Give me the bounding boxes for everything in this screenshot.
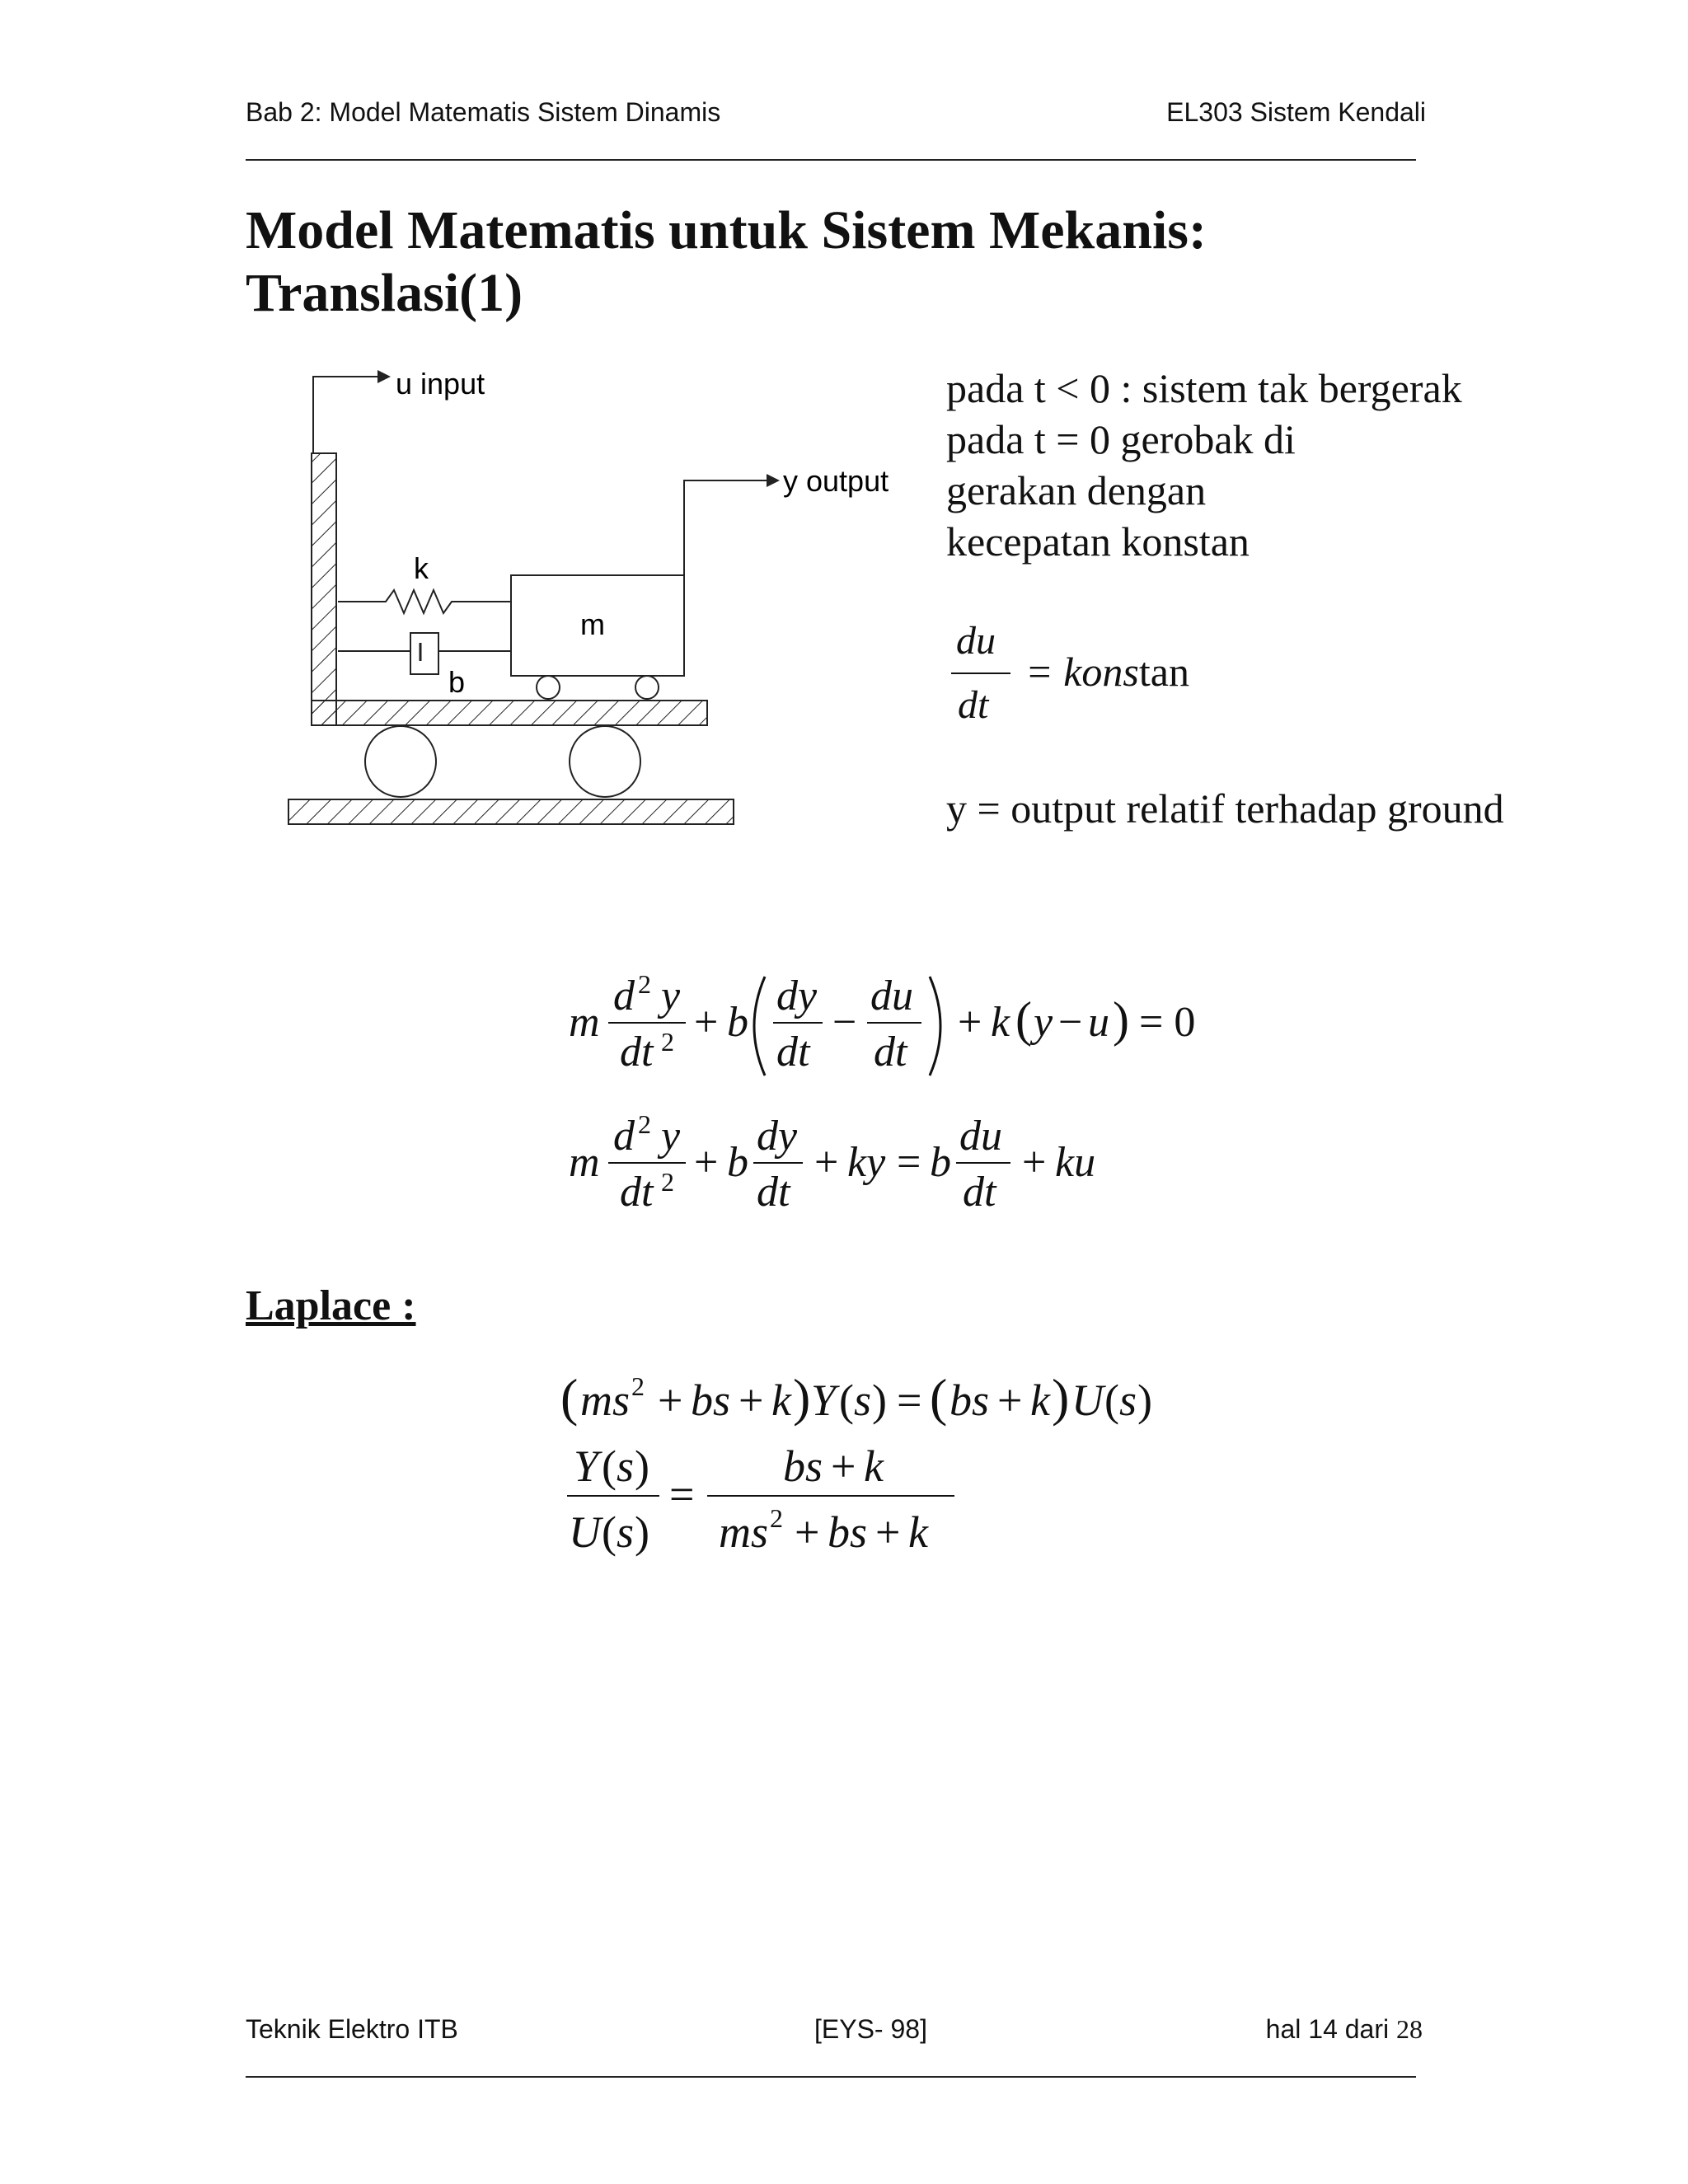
svg-text:bs: bs (828, 1507, 868, 1557)
svg-text:Y: Y (574, 1441, 599, 1491)
svg-text:+: + (738, 1376, 764, 1425)
eq-dt: dt (958, 683, 989, 727)
cart-base (312, 701, 707, 725)
differential-equations (560, 968, 1302, 1240)
footer-rule (246, 2076, 1416, 2078)
y-output-arrow-icon (767, 474, 780, 487)
svg-text:y: y (661, 1113, 681, 1160)
svg-text:s: s (1119, 1376, 1137, 1425)
svg-text:+: + (814, 1139, 839, 1186)
svg-text:dt: dt (620, 1169, 654, 1216)
svg-text:dt: dt (963, 1169, 996, 1216)
cart-wheel-left (365, 726, 436, 797)
svg-text:bs: bs (691, 1376, 731, 1425)
svg-text:+: + (694, 1139, 719, 1186)
svg-text:2: 2 (770, 1503, 783, 1533)
laplace-heading: Laplace : (246, 1282, 416, 1329)
damper-b (410, 633, 438, 674)
svg-text:dt: dt (620, 1029, 654, 1076)
svg-text:2: 2 (631, 1371, 645, 1401)
y-output-line (684, 480, 767, 575)
svg-text:ky: ky (847, 1139, 886, 1186)
svg-text:du: du (870, 972, 913, 1019)
svg-text:2: 2 (661, 1027, 674, 1057)
eq-du: du (956, 619, 996, 663)
svg-text:du: du (959, 1113, 1002, 1160)
svg-text:dt: dt (757, 1169, 790, 1216)
svg-text:=: = (669, 1469, 695, 1519)
svg-text:(: ( (930, 1368, 948, 1427)
svg-text:y: y (661, 972, 681, 1019)
mass-wheel-left (537, 676, 560, 699)
desc-line-2: pada t = 0 gerobak di gerakan dengan (946, 416, 1296, 513)
svg-text:b: b (727, 1139, 748, 1186)
svg-text:2: 2 (638, 969, 651, 999)
equation-1 (569, 969, 1195, 1076)
cart-wall (312, 453, 336, 725)
svg-text:+: + (958, 999, 982, 1046)
svg-text:+: + (658, 1376, 683, 1425)
mechanical-system-diagram (272, 354, 931, 849)
svg-text:= 0: = 0 (1139, 999, 1196, 1046)
u-input-label: u input (396, 367, 485, 401)
svg-text:dy: dy (757, 1113, 798, 1160)
svg-text:ms: ms (580, 1376, 631, 1425)
cart-wheel-right (570, 726, 640, 797)
svg-text:k: k (991, 999, 1010, 1046)
svg-text:s: s (854, 1376, 872, 1425)
ground (288, 799, 734, 824)
desc-line-3: kecepatan konstan (946, 518, 1250, 565)
svg-text:+: + (795, 1507, 820, 1557)
svg-text:dt: dt (874, 1029, 907, 1076)
svg-text:b: b (727, 999, 748, 1046)
svg-text:ku: ku (1055, 1139, 1096, 1186)
svg-text:(: ( (1015, 992, 1032, 1047)
equation-constant-velocity (948, 618, 1294, 733)
svg-text:+: + (1022, 1139, 1047, 1186)
footer-page-total: 28 (1396, 2014, 1423, 2044)
header-rule (246, 159, 1416, 161)
svg-text:+: + (831, 1441, 856, 1491)
svg-text:=: = (897, 1139, 921, 1186)
svg-text:k: k (1030, 1376, 1050, 1425)
footer-institution: Teknik Elektro ITB (246, 2014, 458, 2044)
transfer-function (567, 1441, 954, 1557)
svg-text:dy: dy (776, 972, 818, 1019)
svg-text:(: ( (602, 1441, 617, 1491)
svg-text:k: k (908, 1507, 928, 1557)
svg-text:(: ( (560, 1368, 579, 1427)
svg-text:k: k (864, 1441, 884, 1491)
svg-text:=: = (897, 1376, 922, 1425)
svg-text:+: + (875, 1507, 901, 1557)
eq-konstan-plain: tan (1138, 649, 1189, 695)
svg-text:(: ( (839, 1376, 854, 1425)
header-course: EL303 Sistem Kendali (1166, 97, 1426, 127)
footer-page-prefix: hal 14 dari (1265, 2014, 1396, 2044)
svg-text:b: b (930, 1139, 951, 1186)
mass-wheel-right (635, 676, 659, 699)
svg-text:2: 2 (638, 1109, 651, 1139)
desc-line-4: y = output relatif terhadap ground (946, 785, 1504, 832)
svg-text:(: ( (602, 1507, 617, 1557)
svg-text:bs: bs (783, 1441, 823, 1491)
svg-text:): ) (1052, 1368, 1070, 1427)
svg-text:2: 2 (661, 1167, 674, 1197)
u-input-line (313, 377, 377, 453)
svg-text:U: U (569, 1507, 601, 1557)
svg-text:U: U (1071, 1376, 1104, 1425)
spring-k (338, 590, 511, 613)
svg-text:): ) (872, 1376, 887, 1425)
desc-line-1: pada t < 0 : sistem tak bergerak (946, 365, 1462, 411)
svg-text:dt: dt (776, 1029, 810, 1076)
svg-text:s: s (617, 1441, 635, 1491)
svg-text:+: + (694, 999, 719, 1046)
svg-text:m: m (569, 1139, 600, 1186)
svg-text:): ) (1113, 992, 1129, 1047)
svg-text:d: d (613, 972, 635, 1019)
svg-text:m: m (569, 999, 600, 1046)
svg-text:+: + (997, 1376, 1023, 1425)
header-chapter: Bab 2: Model Matematis Sistem Dinamis (246, 97, 721, 127)
svg-text:bs: bs (950, 1376, 990, 1425)
svg-text:Y: Y (811, 1376, 837, 1425)
svg-text:y: y (1034, 999, 1053, 1046)
y-output-label: y output (783, 464, 889, 498)
svg-text:): ) (1137, 1376, 1152, 1425)
svg-text:ms: ms (719, 1507, 769, 1557)
laplace-equation-1 (560, 1368, 1152, 1427)
u-input-arrow-icon (377, 370, 391, 383)
svg-text:): ) (635, 1441, 649, 1491)
svg-text:−: − (1058, 999, 1083, 1046)
svg-text:): ) (793, 1368, 811, 1427)
svg-text:d: d (613, 1113, 635, 1160)
page-title: Model Matematis untuk Sistem Mekanis: Translasi(1) (246, 200, 1207, 323)
laplace-equations (560, 1364, 1302, 1595)
svg-text:): ) (635, 1507, 649, 1557)
damper-b-label: b (448, 665, 466, 699)
svg-text:(: ( (1104, 1376, 1119, 1425)
svg-text:s: s (617, 1507, 635, 1557)
svg-text:−: − (832, 999, 857, 1046)
spring-k-label: k (414, 551, 429, 585)
footer-code: [EYS- 98] (814, 2014, 927, 2044)
equation-2 (569, 1109, 1095, 1216)
mass-m-label: m (580, 607, 605, 641)
eq-konstan-italic: = kons (1025, 649, 1139, 695)
svg-text:u: u (1088, 999, 1109, 1046)
svg-text:k: k (771, 1376, 791, 1425)
